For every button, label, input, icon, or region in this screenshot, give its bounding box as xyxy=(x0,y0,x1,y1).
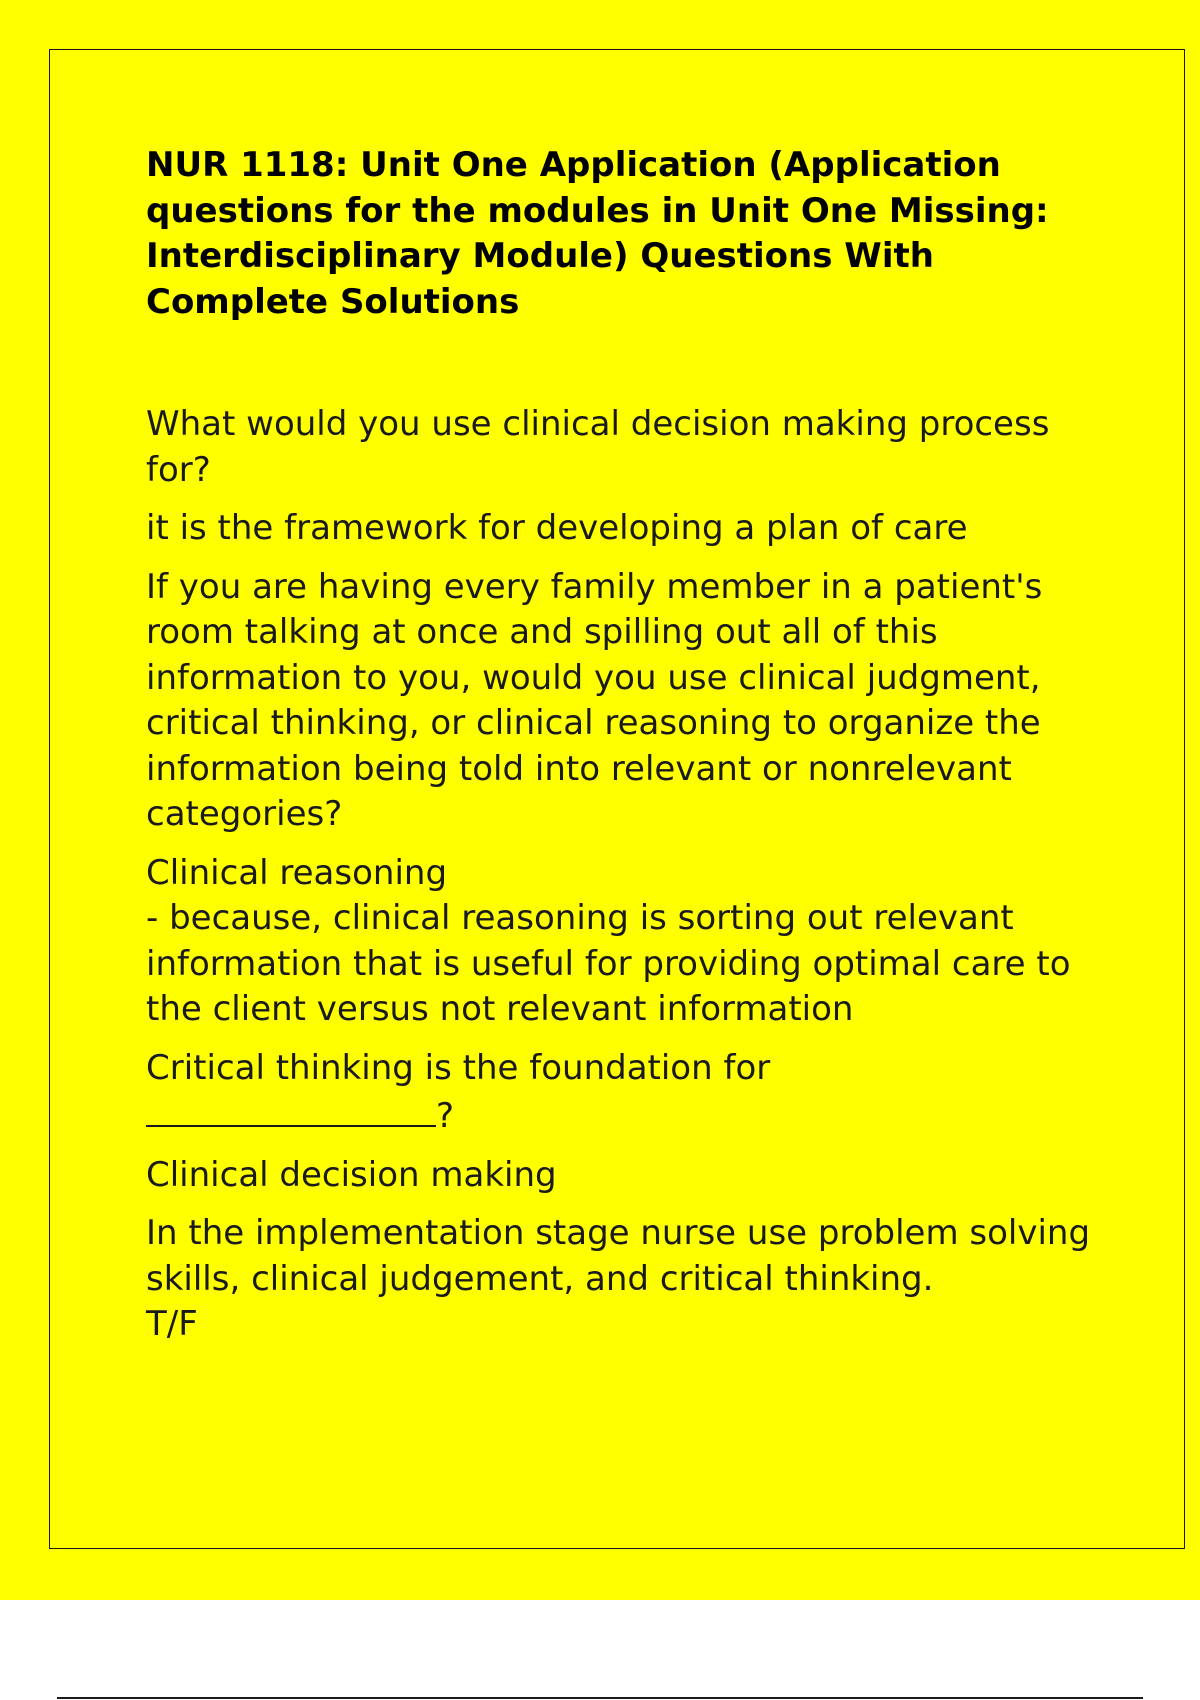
answer-text: Clinical reasoning - because, clinical reasoning is sorting out relevant information that is useful for providing optimal care to the client versus not relevant information xyxy=(146,852,1071,1029)
answer-text: Clinical decision making xyxy=(146,1154,557,1195)
answer-text: it is the framework for developing a plan of care xyxy=(146,508,968,548)
question-text-with-blank xyxy=(146,1046,1106,1140)
question-mark-text: ? xyxy=(436,1096,455,1136)
question-text-part: Critical thinking is the foundation for xyxy=(146,1047,771,1088)
footer-divider xyxy=(57,1697,1143,1699)
fill-in-blank-line xyxy=(146,1091,436,1127)
question-text: What would you use clinical decision making process for? xyxy=(146,404,1050,490)
question-text: In the implementation stage nurse use problem solving skills, clinical judgement, and critical thinking. T/F xyxy=(146,1213,1091,1344)
question-text: If you are having every family member in a patient's room talking at once and spilling out all of this information to you, would you use clinical judgment, critical thinking, or clinical reasoning to organize the information being told into relevant or nonrelevant categories? xyxy=(146,566,1043,834)
question-answer-list xyxy=(146,402,1106,1361)
document-title: NUR 1118: Unit One Application (Application questions for the modules in Unit One Missing: Interdisciplinary Module) Questions With Complete Solutions xyxy=(146,145,1049,322)
